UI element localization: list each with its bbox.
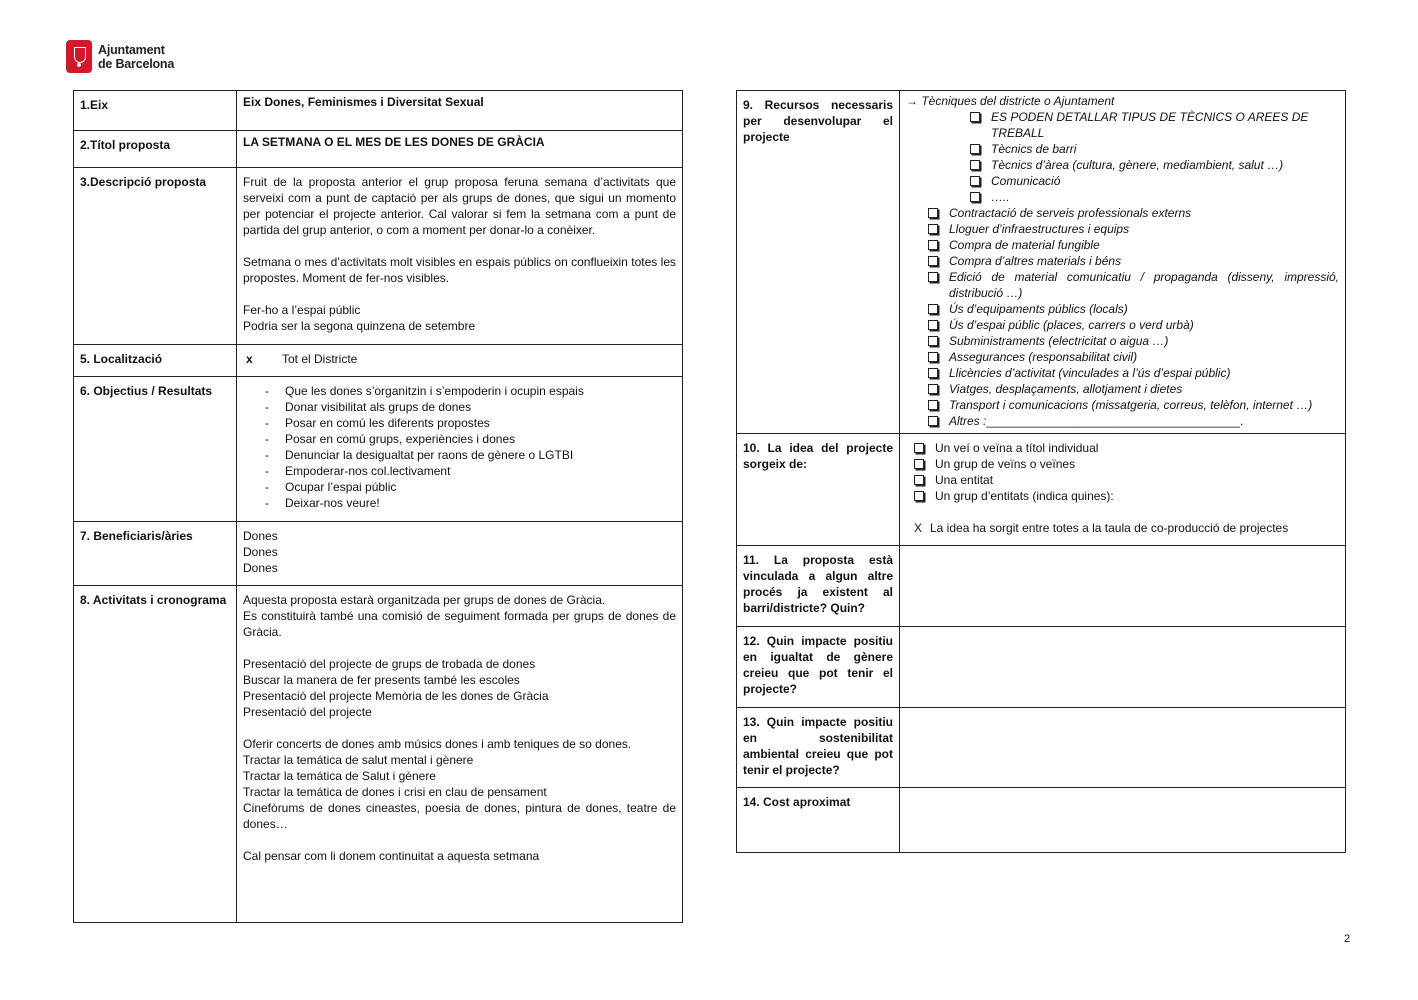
checkbox-icon[interactable]	[970, 144, 980, 154]
descripcio-p3a: Fer-ho a l’espai públic	[243, 303, 361, 317]
checkbox-item[interactable]: Compra d’altres materials i béns	[928, 253, 1339, 269]
descripcio-value	[237, 168, 683, 345]
checkbox-item[interactable]: Contractació de serveis professionals externs	[928, 205, 1339, 221]
objectius-value	[237, 377, 683, 522]
descripcio-label: 3.Descripció proposta	[74, 168, 237, 345]
objectius-list	[243, 383, 676, 511]
checkbox-item[interactable]: Una entitat	[914, 472, 1339, 488]
q12-answer[interactable]	[900, 627, 1346, 708]
ajuntament-logo	[66, 40, 174, 73]
q12-label: 12. Quin impacte positiu en igualtat de gènere creieu que pot tenir el projecte?	[737, 627, 900, 708]
descripcio-p2: Setmana o mes d’activitats molt visibles en espais públics on conflueixin totes les propostes. Moment de fer-nos visibles.	[243, 255, 676, 285]
localitzacio-mark: x	[246, 352, 253, 366]
checkbox-item[interactable]: …..	[970, 189, 1339, 205]
activitats-p1: Aquesta proposta estarà organitzada per grups de dones de Gràcia.	[243, 593, 606, 607]
q13-answer[interactable]	[900, 708, 1346, 788]
list-item: - Donar visibilitat als grups de dones	[265, 399, 676, 415]
checkbox-icon[interactable]	[970, 112, 980, 122]
checkbox-icon[interactable]	[914, 443, 924, 453]
checkbox-item[interactable]: ES PODEN DETALLAR TIPUS DE TÈCNICS O AREES DE TREBALL	[970, 109, 1339, 141]
list-item: Dones	[243, 545, 278, 559]
checkbox-icon[interactable]	[928, 368, 938, 378]
left-form-table	[73, 90, 683, 923]
checkbox-icon[interactable]	[928, 400, 938, 410]
row-idea	[737, 434, 1346, 546]
activitats-line: Oferir concerts de dones amb músics dones i amb teniques de so dones.	[243, 737, 632, 751]
row-activitats	[74, 586, 683, 923]
checkbox-item[interactable]: Ús d’espai públic (places, carrers o verd urbà)	[928, 317, 1339, 333]
row-q11	[737, 546, 1346, 627]
row-beneficiaris	[74, 522, 683, 586]
right-form-table	[736, 90, 1346, 853]
recursos-value	[900, 91, 1346, 434]
q11-answer[interactable]	[900, 546, 1346, 627]
activitats-line: Presentació del projecte Memòria de les dones de Gràcia	[243, 689, 549, 703]
activitats-value	[237, 586, 683, 923]
checkbox-icon[interactable]	[928, 240, 938, 250]
row-q14	[737, 788, 1346, 853]
eix-label: 1.Eix	[74, 91, 237, 131]
activitats-line: Presentació del projecte	[243, 705, 372, 719]
localitzacio-value	[237, 345, 683, 377]
row-titol	[74, 131, 683, 168]
checkbox-icon[interactable]	[914, 459, 924, 469]
checkbox-icon[interactable]	[928, 272, 938, 282]
activitats-line: Cinefòrums de dones cineastes, poesia de dones, pintura de dones, teatre de dones…	[243, 801, 676, 831]
idea-mark: X	[914, 521, 923, 535]
row-descripcio	[74, 168, 683, 345]
checkbox-icon[interactable]	[928, 256, 938, 266]
list-item: Dones	[243, 529, 278, 543]
altres-line[interactable]: ______________________________________.	[986, 414, 1244, 428]
idea-value	[900, 434, 1346, 546]
activitats-line: Presentació del projecte de grups de trobada de dones	[243, 657, 536, 671]
checkbox-item[interactable]: Edició de material comunicatiu / propaganda (disseny, impressió, distribució …)	[928, 269, 1339, 301]
checkbox-icon[interactable]	[928, 224, 938, 234]
checkbox-item[interactable]: Subministraments (electricitat o aigua …)	[928, 333, 1339, 349]
page-number: 2	[1344, 933, 1351, 945]
checkbox-item[interactable]: Viatges, desplaçaments, allotjament i dietes	[928, 381, 1339, 397]
checkbox-item[interactable]: Tècnics d’àrea (cultura, gènere, mediambient, salut …)	[970, 157, 1339, 173]
recursos-header: → Tècniques del districte o Ajuntament	[906, 94, 1115, 108]
list-item: Dones	[243, 561, 278, 575]
localitzacio-label: 5. Localització	[74, 345, 237, 377]
list-item: - Posar en comú les diferents propostes	[265, 415, 676, 431]
checkbox-icon[interactable]	[928, 416, 938, 426]
row-q12	[737, 627, 1346, 708]
checkbox-item-altres[interactable]: Altres : ______________________________________.	[928, 413, 1339, 429]
checkbox-item[interactable]: Comunicació	[970, 173, 1339, 189]
activitats-label: 8. Activitats i cronograma	[74, 586, 237, 923]
q11-label: 11. La proposta està vinculada a algun altre procés ja existent al barri/districte? Quin?	[737, 546, 900, 627]
checkbox-item[interactable]: Transport i comunicacions (missatgeria, correus, telèfon, internet …)	[928, 397, 1339, 413]
descripcio-p1: Fruit de la proposta anterior el grup proposa feruna semana d’activitats que serveixi com a punt de captació per als grups de dones, que sigui un momento per potenciar el projecte anterior. Cal valorar si fem la setmana com a punt de partida del grup anterior, o com a moment per donar-lo a conèixer.	[243, 175, 676, 237]
checkbox-icon[interactable]	[970, 176, 980, 186]
list-item: - Empoderar-nos col.lectivament	[265, 463, 676, 479]
checkbox-item[interactable]: Tècnics de barri	[970, 141, 1339, 157]
barcelona-shield-icon	[66, 40, 92, 73]
q14-label: 14. Cost aproximat	[737, 788, 900, 853]
checkbox-item[interactable]: Un grup d’entitats (indica quines):	[914, 488, 1339, 504]
row-objectius	[74, 377, 683, 522]
row-eix	[74, 91, 683, 131]
beneficiaris-label: 7. Beneficiaris/àries	[74, 522, 237, 586]
list-item: - Denunciar la desigualtat per raons de gènere o LGTBI	[265, 447, 676, 463]
recursos-label: 9. Recursos necessaris per desenvolupar el projecte	[737, 91, 900, 434]
list-item: - Que les dones s’organitzin i s’empoderin i ocupin espais	[265, 383, 676, 399]
checkbox-icon[interactable]	[970, 192, 980, 202]
q13-label: 13. Quin impacte positiu en sostenibilitat ambiental creieu que pot tenir el projecte?	[737, 708, 900, 788]
eix-value: Eix Dones, Feminismes i Diversitat Sexual	[237, 91, 683, 131]
activitats-line: Tractar la temática de dones i crisi en clau de pensament	[243, 785, 547, 799]
activitats-line: Cal pensar com li donem continuitat a aquesta setmana	[243, 849, 540, 863]
localitzacio-text: Tot el Districte	[282, 352, 358, 366]
objectius-label: 6. Objectius / Resultats	[74, 377, 237, 522]
idea-label: 10. La idea del projecte sorgeix de:	[737, 434, 900, 546]
checkbox-item[interactable]: Un grup de veïns o veïnes	[914, 456, 1339, 472]
activitats-line: Buscar la manera de fer presents també les escoles	[243, 673, 520, 687]
row-localitzacio	[74, 345, 683, 377]
list-item: - Deixar-nos veure!	[265, 495, 676, 511]
list-item: - Ocupar l’espai públic	[265, 479, 676, 495]
titol-label: 2.Títol proposta	[74, 131, 237, 168]
checkbox-icon[interactable]	[970, 160, 980, 170]
checkbox-item[interactable]: Ús d’equipaments públics (locals)	[928, 301, 1339, 317]
activitats-line: Tractar la temática de Salut i gènere	[243, 769, 436, 783]
descripcio-p3b: Podria ser la segona quinzena de setembre	[243, 319, 476, 333]
checkbox-item[interactable]: Llicències d’activitat (vinculades a l’ús d’espai públic)	[928, 365, 1339, 381]
titol-value: LA SETMANA O EL MES DE LES DONES DE GRÀCIA	[237, 131, 683, 168]
logo-text: Ajuntament de Barcelona	[98, 42, 175, 71]
beneficiaris-value	[237, 522, 683, 586]
checkbox-item[interactable]: Un veí o veïna a títol individual	[914, 440, 1339, 456]
activitats-p2: Es constituirà també una comisió de seguiment formada per grups de dones de Gràcia.	[243, 609, 676, 639]
row-q13	[737, 708, 1346, 788]
row-recursos	[737, 91, 1346, 434]
checkbox-icon[interactable]	[928, 304, 938, 314]
checkbox-icon[interactable]	[928, 320, 938, 330]
checkbox-icon[interactable]	[928, 208, 938, 218]
checkbox-icon[interactable]	[914, 475, 924, 485]
idea-selected	[914, 520, 1339, 536]
checkbox-icon[interactable]	[928, 384, 938, 394]
checkbox-icon[interactable]	[928, 336, 938, 346]
list-item: - Posar en comú grups, experiències i dones	[265, 431, 676, 447]
q14-answer[interactable]	[900, 788, 1346, 853]
checkbox-icon[interactable]	[914, 491, 924, 501]
idea-selected-text: La idea ha sorgit entre totes a la taula de co-producció de projectes	[930, 521, 1289, 535]
checkbox-item[interactable]: Lloguer d’infraestructures i equips	[928, 221, 1339, 237]
checkbox-item[interactable]: Assegurances (responsabilitat civil)	[928, 349, 1339, 365]
checkbox-item[interactable]: Compra de material fungible	[928, 237, 1339, 253]
activitats-line: Tractar la temática de salut mental i gènere	[243, 753, 474, 767]
checkbox-icon[interactable]	[928, 352, 938, 362]
